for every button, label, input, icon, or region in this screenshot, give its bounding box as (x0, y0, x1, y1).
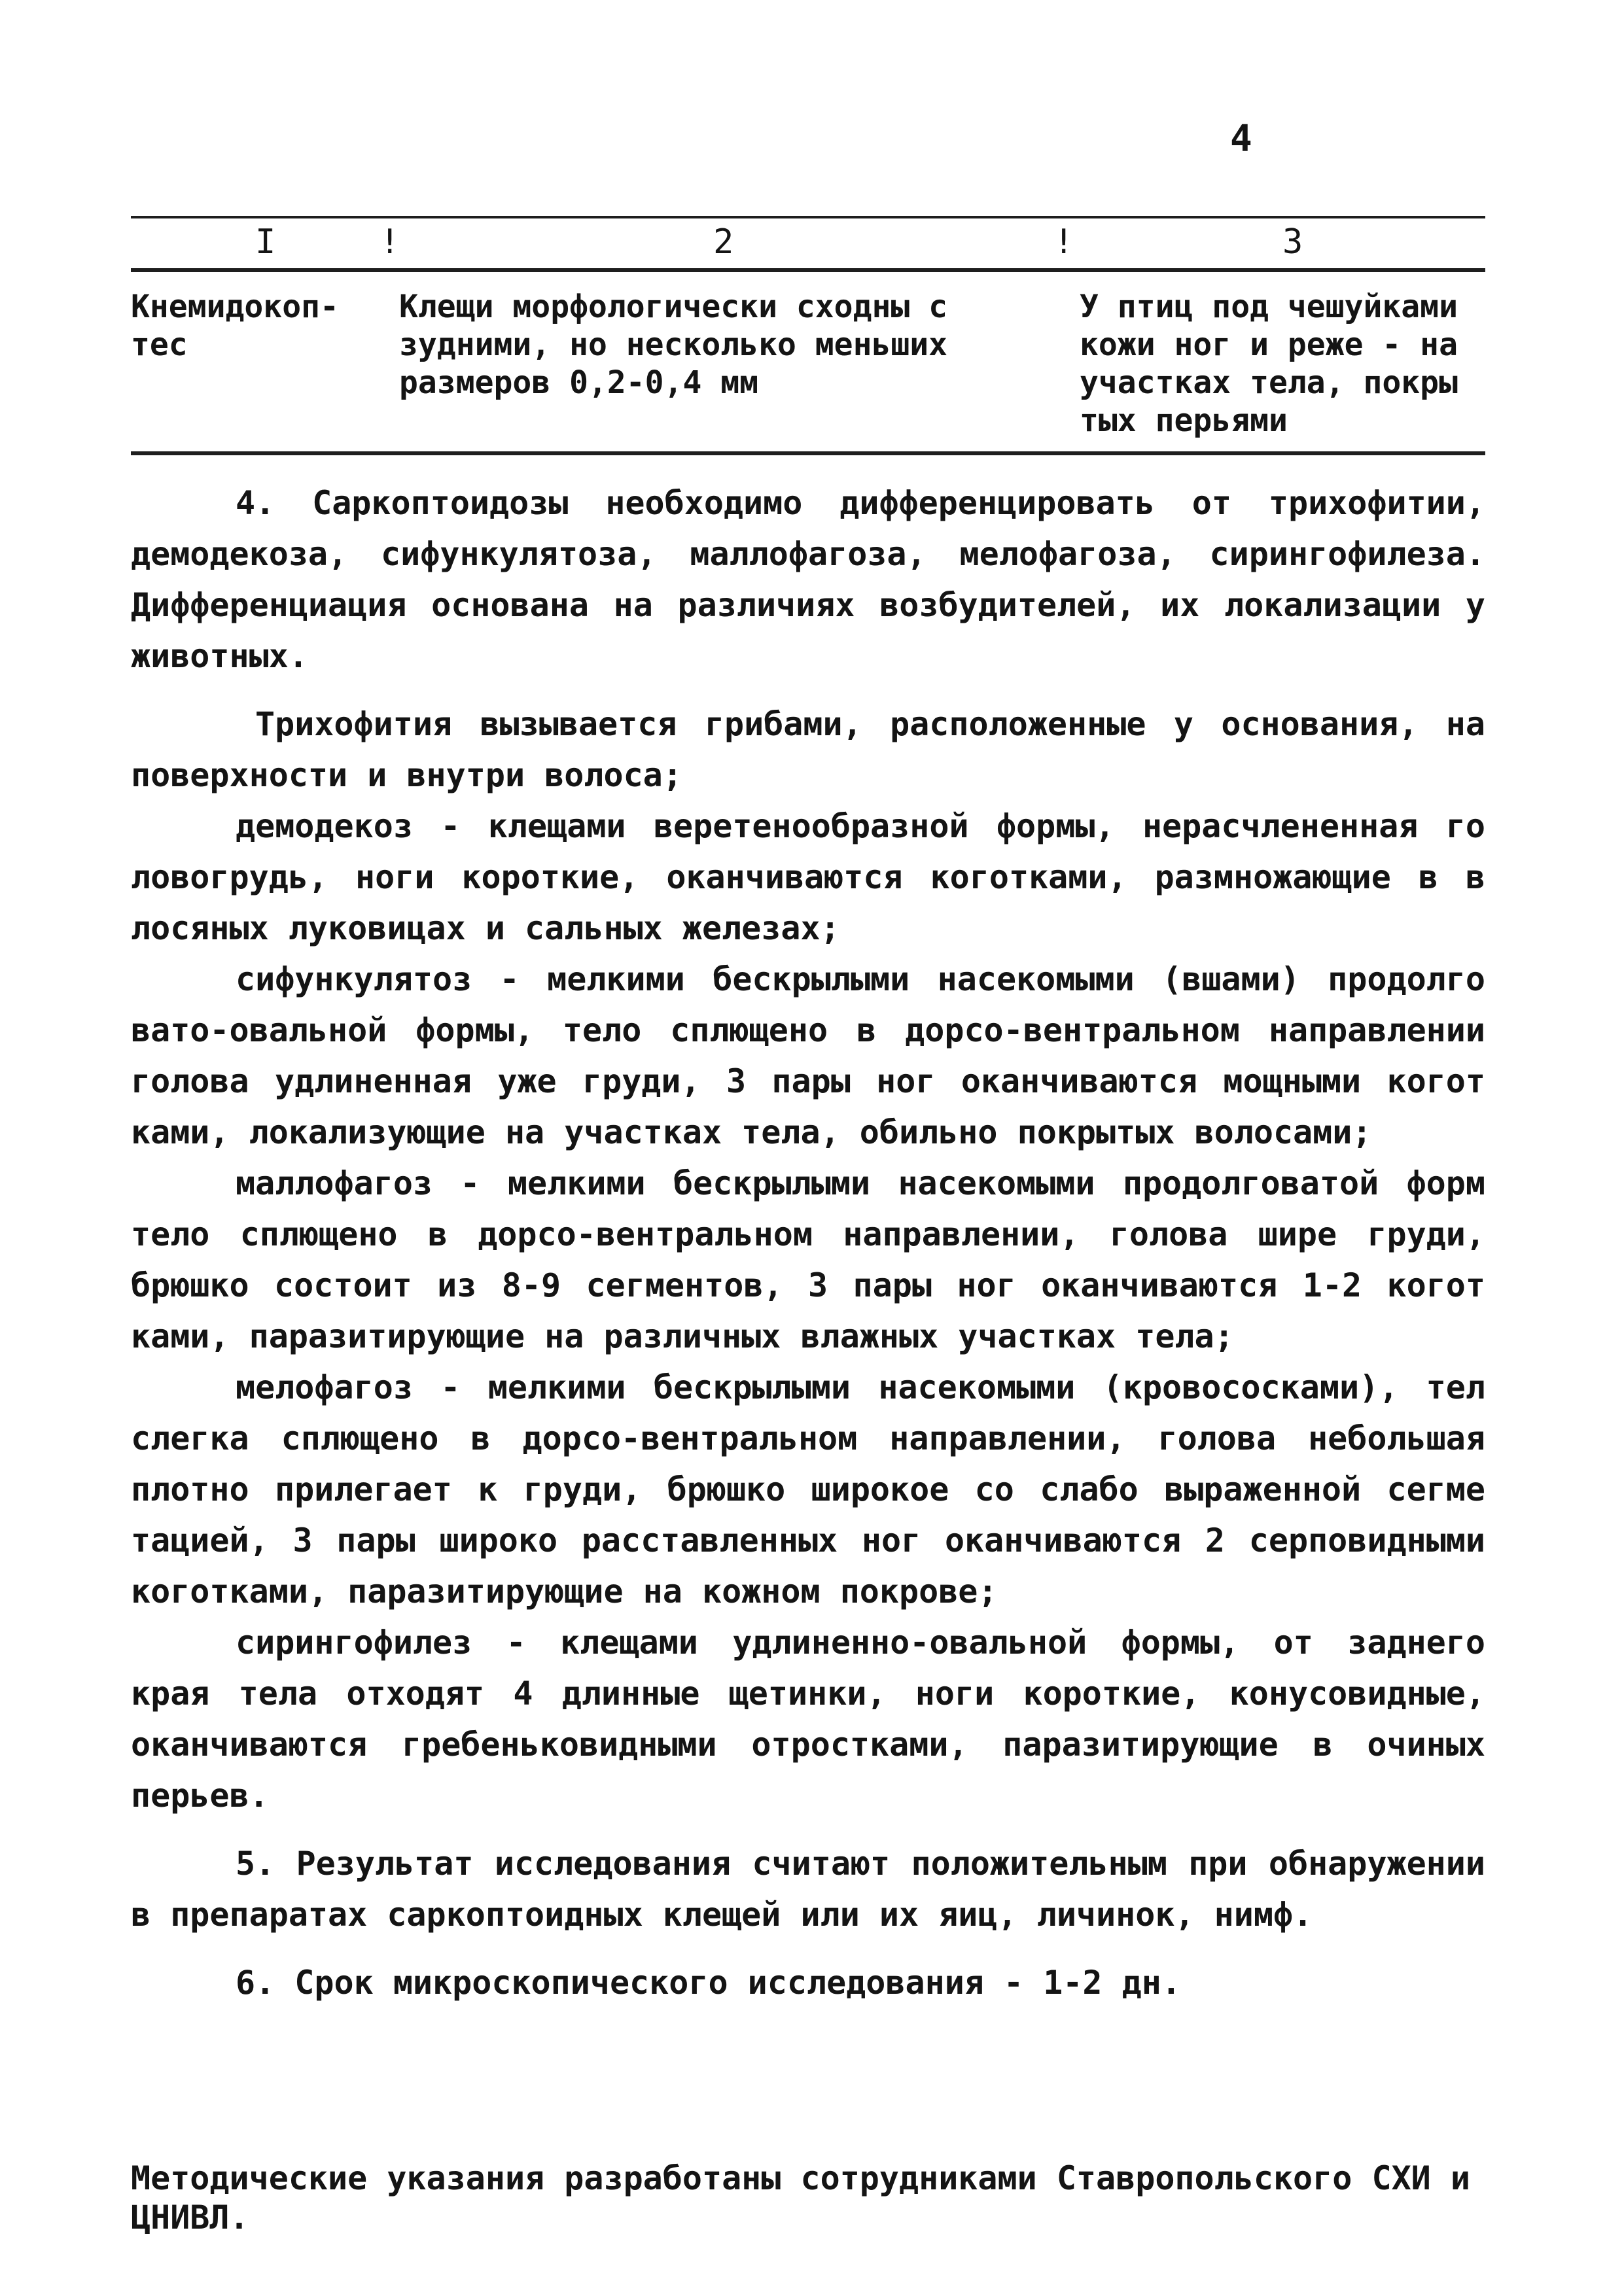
table-header-col3: 3 (1282, 222, 1303, 262)
paragraph-trichophytia: Трихофития вызывается грибами, расположенные у основания, на поверхности и внутри волоса; (131, 705, 1485, 794)
table-header-col2: 2 (713, 222, 734, 262)
table-bottom-rule (131, 451, 1485, 455)
paragraph-result: 5. Результат исследования считают положительным при обнаружении в препаратах саркоптоидных клещей или их яиц, личинок, нимф. (131, 1845, 1485, 1934)
table-header-col1: I (255, 222, 276, 262)
paragraph-mallophagosis: маллофагоз - мелкими бескрылыми насекомыми продолговатой форм тело сплющено в дорсо-вентральном направлении, голова шире груди, брюшко состоит из 8-9 сегментов, 3 пары ног оканчиваются 1-2 когот ками, паразитирующие на различных влажных участках тела; (131, 1164, 1485, 1355)
paragraph-differentiation: 4. Саркоптоидозы необходимо дифференцировать от трихофитии, демодекоза, сифункулятоза, маллофагоза, мелофагоза, сирингофилеза. Дифференциация основана на различиях возбудителей, их локализации у животных. (131, 484, 1485, 675)
table-header-separator: ! (1053, 222, 1074, 262)
footer-note: Методические указания разработаны сотрудниками Ставропольского СХИ и ЦНИВЛ. (131, 2159, 1470, 2236)
table-cell-parasite: Кнемидокоп- тес (131, 288, 339, 363)
page-number: 4 (1230, 118, 1252, 160)
paragraph-melophagosis: мелофагоз - мелкими бескрылыми насекомыми (кровососками), тел слегка сплющено в дорсо-вентральном направлении, голова небольшая плотно прилегает к груди, брюшко широкое со слабо выраженной сегме тацией, 3 пары широко расставленных ног оканчиваются 2 серповидными коготками, паразитирующие на кожном покрове; (131, 1368, 1485, 1610)
table-header-rule (131, 268, 1485, 272)
document-body (131, 478, 1485, 2008)
table-cell-description: Клещи морфологически сходны с зудними, но несколько меньших размеров 0,2-0,4 мм (399, 288, 948, 401)
paragraph-term: 6. Срок микроскопического исследования - 1-2 дн. (236, 1964, 1181, 2002)
paragraph-siphunculatosis: сифункулятоз - мелкими бескрылыми насекомыми (вшами) продолго вато-овальной формы, тело сплющено в дорсо-вентральном направлении голова удлиненная уже груди, 3 пары ног оканчиваются мощными когот ками, локализующие на участках тела, обильно покрытых волосами; (131, 960, 1485, 1151)
table-header-separator: ! (380, 222, 400, 262)
paragraph-syringophilosis: сирингофилез - клещами удлиненно-овальной формы, от заднего края тела отходят 4 длинные щетинки, ноги короткие, конусовидные, оканчиваются гребеньковидными отростками, паразитирующие в очиных перьев. (131, 1624, 1485, 1815)
paragraph-demodecosis: демодекоз - клещами веретенообразной формы, нерасчлененная го ловогрудь, ноги короткие, оканчиваются коготками, размножающие в в лосяных луковицах и сальных железах; (131, 807, 1485, 947)
table-top-rule (131, 216, 1485, 218)
table-cell-localization: У птиц под чешуйками кожи ног и реже - на участках тела, покры тых перьями (1080, 288, 1458, 439)
